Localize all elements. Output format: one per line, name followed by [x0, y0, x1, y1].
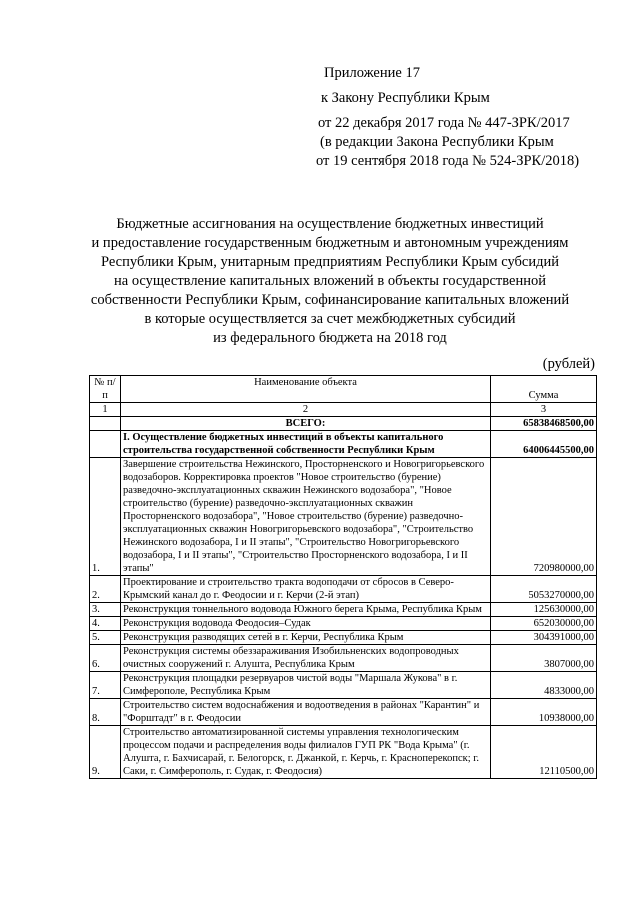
table-row — [90, 458, 597, 576]
col-header-name: Наименование объекта — [121, 376, 491, 403]
title-line: из федерального бюджета на 2018 год — [213, 330, 447, 346]
row-name: Реконструкция системы обеззараживания Изобильненских водопроводных очистных сооружений г. Алушта, Республика Крым — [121, 645, 491, 672]
row-number: 6. — [90, 645, 121, 672]
row-sum: 5053270000,00 — [491, 576, 597, 603]
table-row — [90, 645, 597, 672]
row-name: Проектирование и строительство тракта водоподачи от сбросов в Северо-Крымский канал до г. Феодосии и г. Керчи (2-й этап) — [121, 576, 491, 603]
title-line: и предоставление государственным бюджетным и автономным учреждениям — [91, 235, 569, 251]
section-label: I. Осуществление бюджетных инвестиций в объекты капитального строительства государственной собственности Республики Крым — [121, 431, 491, 458]
row-name: Завершение строительства Нежинского, Просторненского и Новогригорьевского водозаборов. Корректировка проектов "Новое строительство (бурение) разведочно-эксплуатационных скважин Нежинского водозабора", "Новое строительство (бурение) разведочно-эксплуатационных скважин Просторненского водозабора", "Новое строительство (бурение) разведочно-эксплуатационных скважин Новогригорьевского водозабора", "Строительство Нежинского водозабора, I и II этапы", "Строительство Новогригорьевского водозабора, I и II этапы", "Строительство Просторненского водозабора, I и II этапы" — [121, 458, 491, 576]
section-sum: 64006445500,00 — [491, 431, 597, 458]
title-line: собственности Республики Крым, софинансирование капитальных вложений — [90, 292, 570, 308]
total-number-cell — [90, 417, 121, 431]
column-number: 1 — [90, 403, 121, 417]
table-row — [90, 672, 597, 699]
row-name: Реконструкция водовода Феодосия–Судак — [121, 617, 491, 631]
section-row — [90, 431, 597, 458]
document-title — [60, 215, 600, 348]
units-label: (рублей) — [542, 356, 595, 372]
row-name: Строительство автоматизированной системы управления технологическим процессом подачи и распределения воды филиалов ГУП РК "Вода Крыма" (г. Алушта, г. Бахчисарай, г. Белогорск, г. Джанкой, г. Керчь, г. Красноперекопск; г. Саки, г. Симферополь, г. Судак, г. Феодосия) — [121, 726, 491, 779]
row-number: 9. — [90, 726, 121, 779]
row-number: 3. — [90, 603, 121, 617]
column-number-row — [90, 403, 597, 417]
total-label: ВСЕГО: — [121, 417, 491, 431]
table-row — [90, 631, 597, 645]
allocations-table — [89, 375, 597, 779]
row-sum: 10938000,00 — [491, 699, 597, 726]
row-sum: 652030000,00 — [491, 617, 597, 631]
appendix-header — [318, 64, 579, 171]
row-name: Строительство систем водоснабжения и водоотведения в районах "Карантин" и "Форштадт" в г. Феодосии — [121, 699, 491, 726]
column-number: 3 — [491, 403, 597, 417]
row-number: 1. — [90, 458, 121, 576]
title-line: Республики Крым, унитарным предприятиям Республики Крым субсидий — [101, 254, 559, 270]
table-row — [90, 617, 597, 631]
row-number: 8. — [90, 699, 121, 726]
row-number: 7. — [90, 672, 121, 699]
edition-note: (в редакции Закона Республики Крым — [320, 134, 554, 150]
row-sum: 3807000,00 — [491, 645, 597, 672]
law-date: от 22 декабря 2017 года № 447-ЗРК/2017 — [318, 115, 570, 131]
table-header-row — [90, 376, 597, 403]
col-header-number: № п/п — [90, 376, 121, 403]
title-line: Бюджетные ассигнования на осуществление бюджетных инвестиций — [116, 216, 544, 232]
edition-date: от 19 сентября 2018 года № 524-ЗРК/2018) — [316, 153, 580, 169]
table-row — [90, 699, 597, 726]
row-name: Реконструкция разводящих сетей в г. Керчи, Республика Крым — [121, 631, 491, 645]
row-sum: 4833000,00 — [491, 672, 597, 699]
row-name: Реконструкция площадки резервуаров чистой воды "Маршала Жукова" в г. Симферополе, Республика Крым — [121, 672, 491, 699]
row-sum: 720980000,00 — [491, 458, 597, 576]
table-row — [90, 603, 597, 617]
table-body — [90, 458, 597, 779]
column-number: 2 — [121, 403, 491, 417]
col-header-sum: Сумма — [491, 376, 597, 403]
total-row — [90, 417, 597, 431]
table-row — [90, 576, 597, 603]
table-row — [90, 726, 597, 779]
total-sum: 65838468500,00 — [491, 417, 597, 431]
row-sum: 12110500,00 — [491, 726, 597, 779]
title-line: в которые осуществляется за счет межбюджетных субсидий — [144, 311, 516, 327]
row-sum: 304391000,00 — [491, 631, 597, 645]
row-number: 4. — [90, 617, 121, 631]
row-number: 2. — [90, 576, 121, 603]
appendix-number: Приложение 17 — [324, 65, 420, 81]
law-reference: к Закону Республики Крым — [321, 90, 490, 106]
row-sum: 125630000,00 — [491, 603, 597, 617]
section-number-cell — [90, 431, 121, 458]
row-number: 5. — [90, 631, 121, 645]
row-name: Реконструкция тоннельного водовода Южного берега Крыма, Республика Крым — [121, 603, 491, 617]
title-line: на осуществление капитальных вложений в объекты государственной — [114, 273, 546, 289]
